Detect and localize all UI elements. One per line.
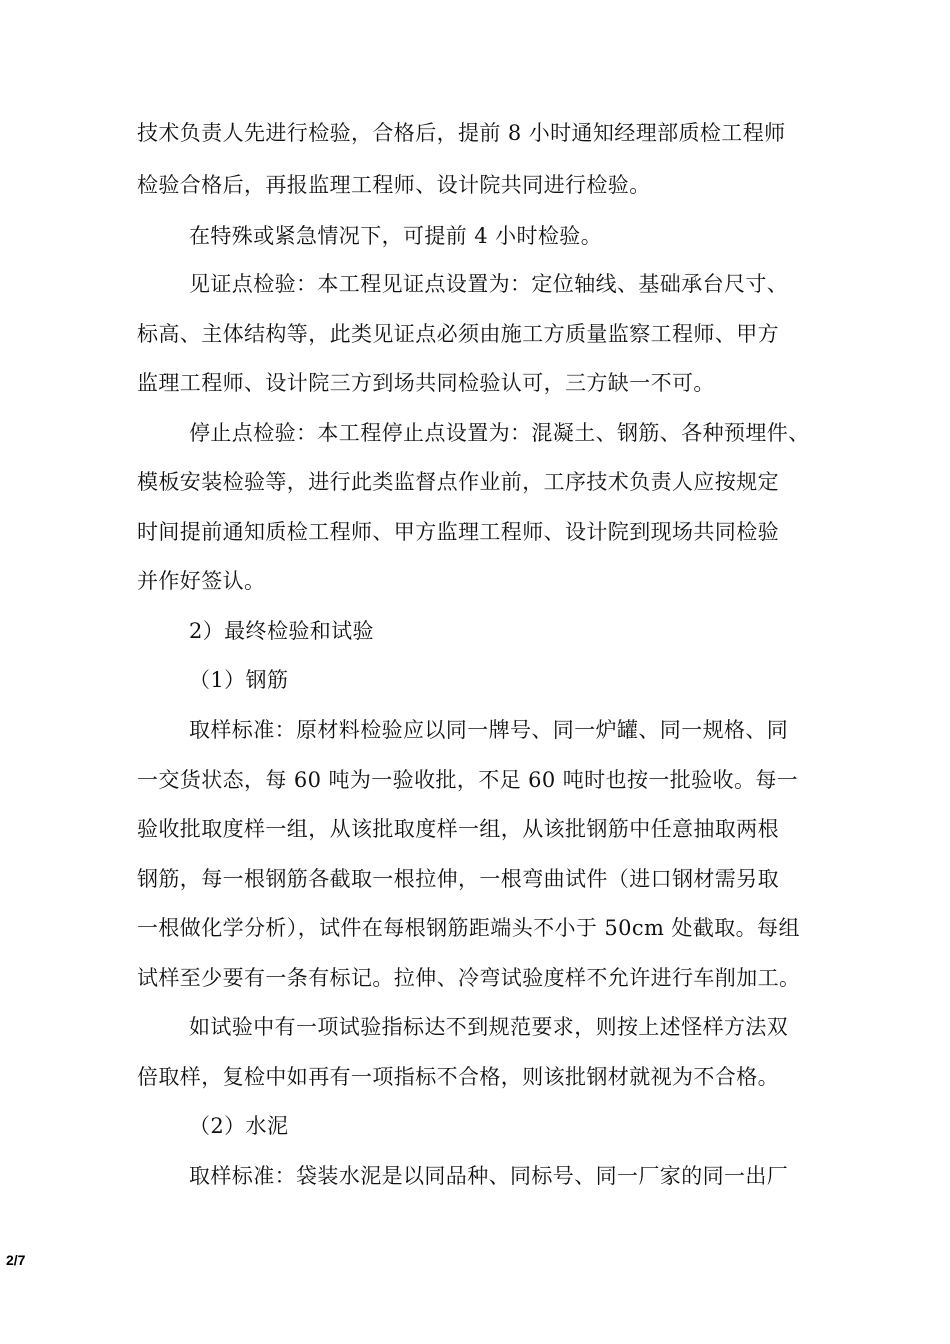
text-line-5: 标高、主体结构等，此类见证点必须由施工方质量监察工程师、甲方 bbox=[137, 322, 779, 346]
subsection-heading-steel: （1）钢筋 bbox=[189, 668, 289, 692]
text-line-9: 时间提前通知质检工程师、甲方监理工程师、设计院到现场共同检验 bbox=[137, 520, 779, 544]
text-line-6: 监理工程师、设计院三方到场共同检验认可，三方缺一不可。 bbox=[137, 371, 715, 395]
subsection-heading-cement: （2）水泥 bbox=[189, 1114, 289, 1138]
text-line-17: 一根做化学分析），试件在每根钢筋距端头不小于 50cm 处截取。每组 bbox=[137, 916, 800, 940]
text-line-20: 倍取样，复检中如再有一项指标不合格，则该批钢材就视为不合格。 bbox=[137, 1065, 779, 1089]
text-line-22: 取样标准：袋装水泥是以同品种、同标号、同一厂家的同一出厂 bbox=[189, 1164, 789, 1188]
text-line-16: 钢筋，每一根钢筋各截取一根拉伸，一根弯曲试件（进口钢材需另取 bbox=[137, 867, 779, 891]
section-heading: 2）最终检验和试验 bbox=[189, 619, 374, 643]
text-line-3: 在特殊或紧急情况下，可提前 4 小时检验。 bbox=[189, 224, 603, 248]
text-line-2: 检验合格后，再报监理工程师、设计院共同进行检验。 bbox=[137, 173, 651, 197]
text-line-13: 取样标准：原材料检验应以同一牌号、同一炉罐、同一规格、同 bbox=[189, 718, 789, 742]
text-line-19: 如试验中有一项试验指标达不到规范要求，则按上述怪样方法双 bbox=[189, 1015, 789, 1039]
text-line-8: 模板安装检验等，进行此类监督点作业前，工序技术负责人应按规定 bbox=[137, 470, 779, 494]
text-line-4: 见证点检验：本工程见证点设置为：定位轴线、基础承台尺寸、 bbox=[189, 272, 789, 296]
text-line-15: 验收批取度样一组，从该批取度样一组，从该批钢筋中任意抽取两根 bbox=[137, 817, 779, 841]
page-number: 2/7 bbox=[6, 1252, 26, 1268]
text-line-7: 停止点检验：本工程停止点设置为：混凝土、钢筋、各种预埋件、 bbox=[189, 421, 810, 445]
text-line-18: 试样至少要有一条有标记。拉伸、冷弯试验度样不允许进行车削加工。 bbox=[137, 966, 801, 990]
text-line-10: 并作好签认。 bbox=[137, 569, 266, 593]
text-line-14: 一交货状态，每 60 吨为一验收批，不足 60 吨时也按一批验收。每一 bbox=[137, 768, 799, 792]
text-line-1: 技术负责人先进行检验，合格后，提前 8 小时通知经理部质检工程师 bbox=[137, 121, 786, 145]
